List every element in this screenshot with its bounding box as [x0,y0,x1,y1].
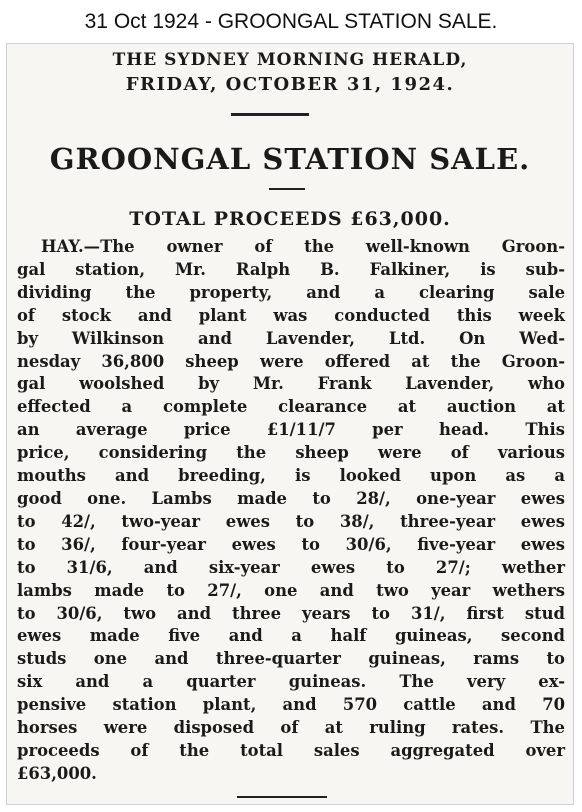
masthead-date: FRIDAY, OCTOBER 31, 1924. [125,74,455,95]
article-body-line: ewes made five and a half guineas, second [17,626,565,646]
article-body-line: by Wilkinson and Lavender, Ltd. On Wed- [17,328,565,348]
article-body-line: good one. Lambs made to 28/, one-year ewes [17,488,565,508]
article-body-line: lambs made to 27/, one and two year wethers [17,580,565,600]
article-body-line: to 36/, four-year ewes to 30/6, five-year ewes [17,534,565,554]
page-caption: 31 Oct 1924 - GROONGAL STATION SALE. [84,10,498,33]
article-body-line: to 31/6, and six-year ewes to 27/; wether [17,557,565,577]
headline-divider [269,188,305,190]
article-body-line: dividing the property, and a clearing sale [17,282,565,302]
article-body-line: an average price £1/11/7 per head. This [17,420,565,440]
article-subheadline: TOTAL PROCEEDS £63,000. [129,208,451,230]
article-body-line: to 30/6, two and three years to 31/, first stud [17,603,565,623]
article-body-line: price, considering the sheep were of various [17,443,565,463]
article-body-line: effected a complete clearance at auction at [17,397,565,417]
article-headline: GROONGAL STATION SALE. [49,142,531,176]
masthead-divider [231,113,309,116]
article-body-line: gal woolshed by Mr. Frank Lavender, who [17,374,565,394]
article-body-line: HAY.—The owner of the well-known Groon- [41,237,565,256]
article-body-line: six and a quarter guineas. The very ex- [17,672,565,692]
article-body-line: to 42/, two-year ewes to 38/, three-year ewes [17,511,565,531]
article-body-line: pensive station plant, and 570 cattle and 70 [17,695,565,715]
masthead-newspaper-name: THE SYDNEY MORNING HERALD, [112,50,468,70]
article-body-line: mouths and breeding, is looked upon as a [17,466,565,486]
article-body-line: studs one and three-quarter guineas, rams to [17,649,565,669]
newspaper-clipping [6,43,574,805]
article-body-line: gal station, Mr. Ralph B. Falkiner, is sub- [17,259,565,279]
article-body-line: proceeds of the total sales aggregated over [17,740,565,760]
article-end-divider [237,796,327,798]
article-body-line: £63,000. [17,763,97,783]
article-body-line: horses were disposed of at ruling rates. The [17,718,565,738]
article-body-line: of stock and plant was conducted this week [17,305,565,325]
article-body-line: nesday 36,800 sheep were offered at the Groon- [17,351,565,371]
article-body [17,236,565,786]
